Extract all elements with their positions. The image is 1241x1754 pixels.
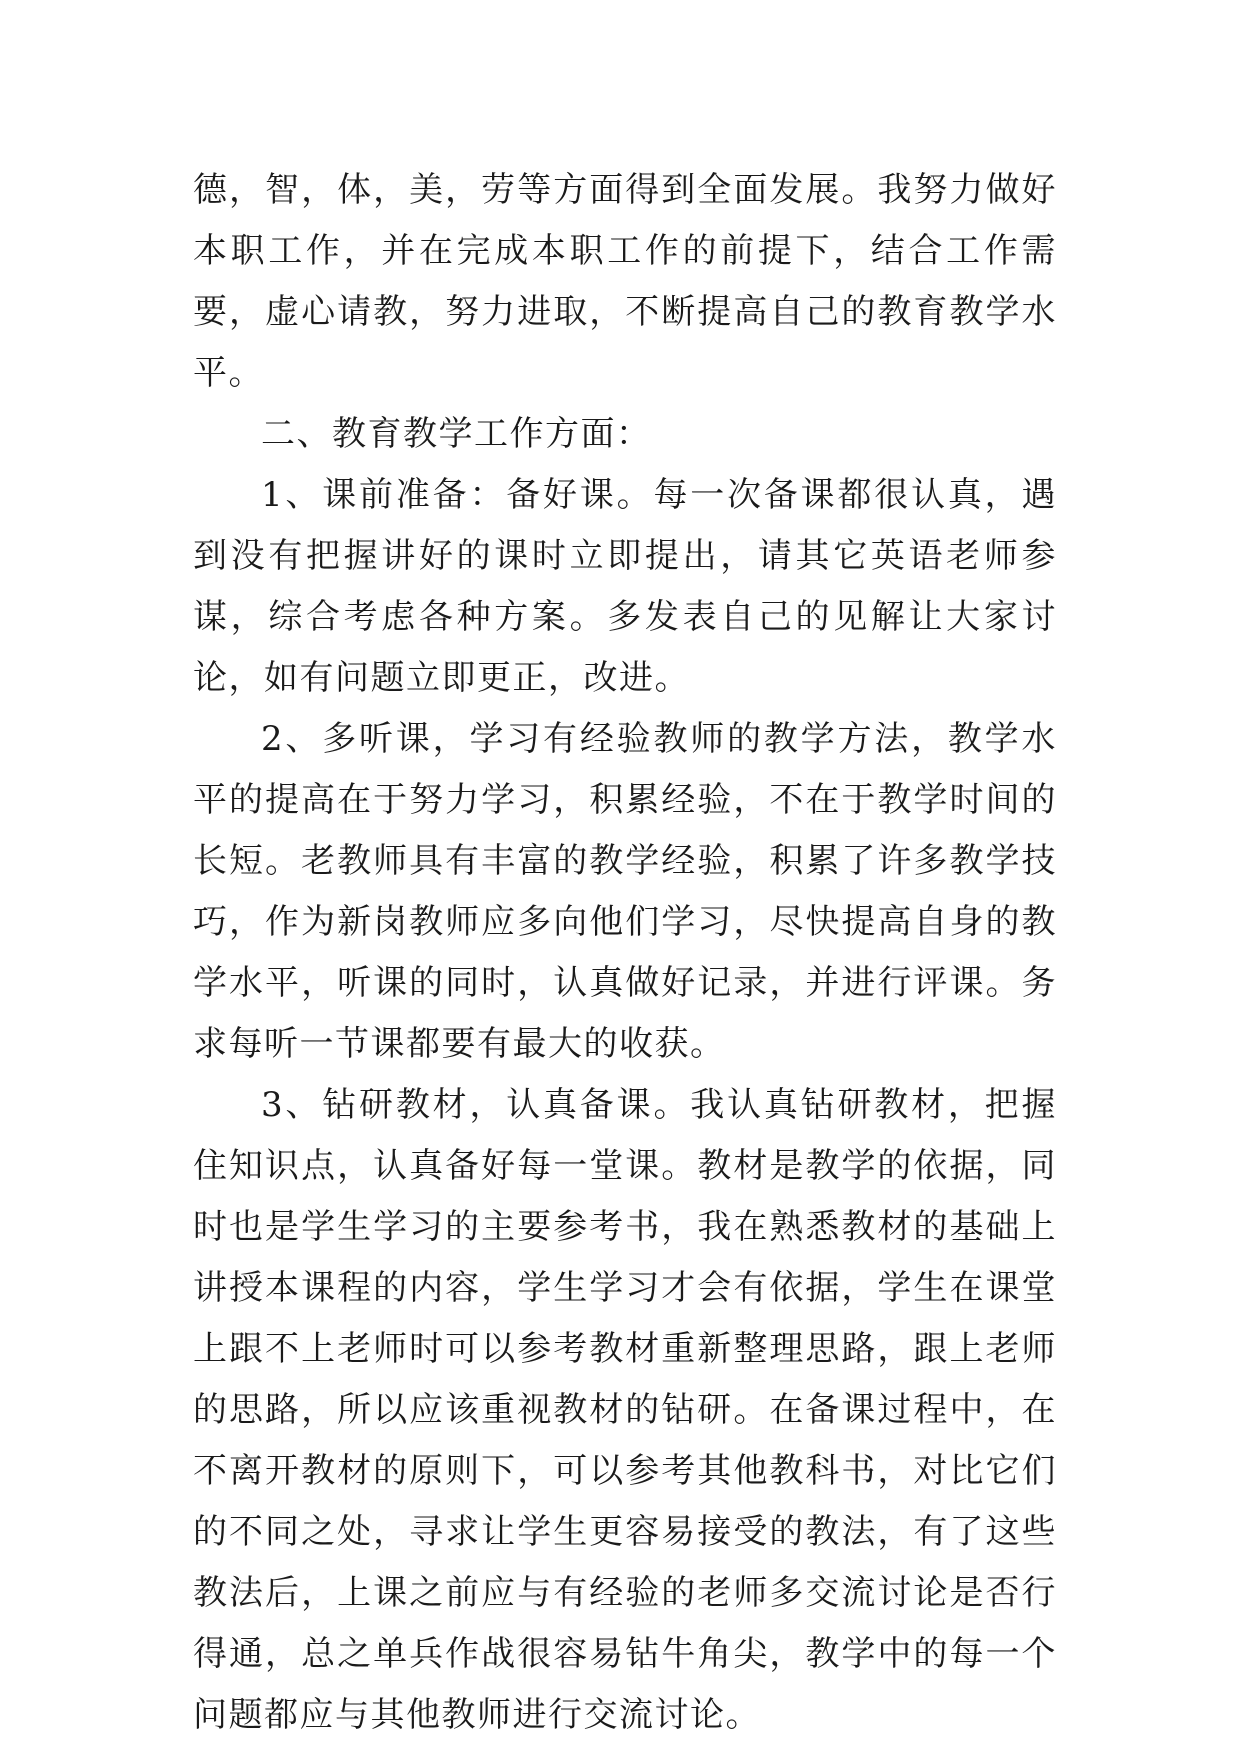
document-body (193, 160, 1057, 1746)
paragraph-1: 德，智，体，美，劳等方面得到全面发展。我努力做好本职工作，并在完成本职工作的前提下，结合工作需要，虚心请教，努力进取，不断提高自己的教育教学水平。 (193, 170, 1057, 393)
paragraph-lesson-preparation: 1、课前准备：备好课。每一次备课都很认真，遇到没有把握讲好的课时立即提出，请其它英语老师参谋，综合考虑各种方案。多发表自己的见解让大家讨论，如有问题立即更正，改进。 (193, 475, 1057, 698)
paragraph-attend-lessons: 2、多听课，学习有经验教师的教学方法，教学水平的提高在于努力学习，积累经验，不在于教学时间的长短。老教师具有丰富的教学经验，积累了许多教学技巧，作为新岗教师应多向他们学习，尽快提高自身的教学水平，听课的同时，认真做好记录，并进行评课。务求每听一节课都要有最大的收获。 (193, 719, 1057, 1064)
paragraph-study-textbook: 3、钻研教材，认真备课。我认真钻研教材，把握住知识点，认真备好每一堂课。教材是教学的依据，同时也是学生学习的主要参考书，我在熟悉教材的基础上讲授本课程的内容，学生学习才会有依据，学生在课堂上跟不上老师时可以参考教材重新整理思路，跟上老师的思路，所以应该重视教材的钻研。在备课过程中，在不离开教材的原则下，可以参考其他教科书，对比它们的不同之处，寻求让学生更容易接受的教法，有了这些教法后，上课之前应与有经验的老师多交流讨论是否行得通，总之单兵作战很容易钻牛角尖，教学中的每一个问题都应与其他教师进行交流讨论。 (193, 1085, 1057, 1735)
section-heading-teaching-work: 二、教育教学工作方面： (261, 414, 652, 454)
